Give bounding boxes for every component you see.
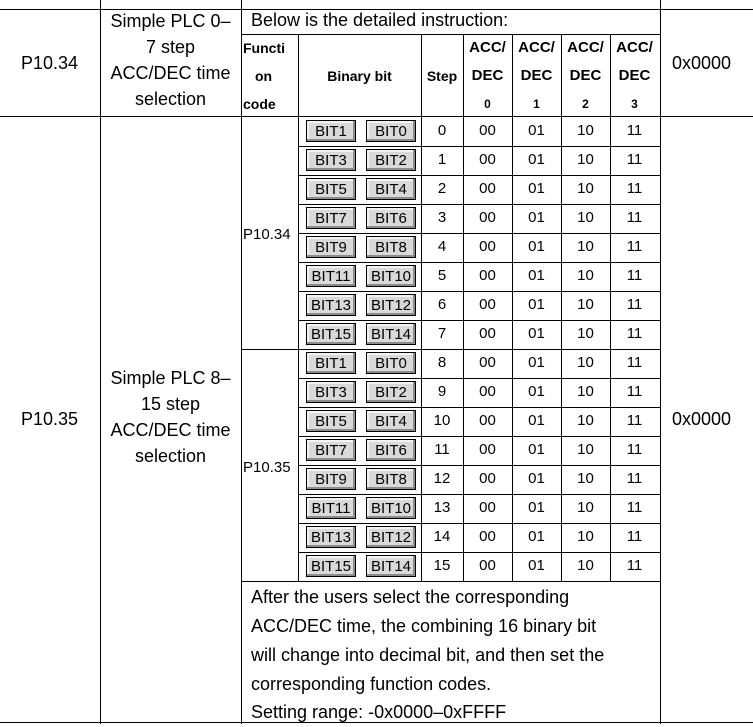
- step-cell: 15: [433, 557, 451, 574]
- acc-dec-3-cell: 11: [626, 267, 643, 284]
- acc-dec-3-cell: 11: [626, 470, 643, 487]
- bit-cell-high: BIT3: [306, 381, 356, 403]
- step-cell: 1: [437, 151, 447, 168]
- bit-cell-high: BIT15: [306, 323, 356, 345]
- acc-dec-2-cell: 10: [577, 209, 594, 226]
- acc-dec-1-cell: 01: [528, 441, 545, 458]
- acc-dec-2-cell: 10: [577, 180, 594, 197]
- step-cell: 13: [433, 499, 451, 516]
- header-acc-dec-2: ACC/ DEC 2: [567, 39, 604, 111]
- bit-cell-low: BIT10: [366, 497, 416, 519]
- bit-cell-high: BIT9: [306, 468, 356, 490]
- acc-dec-0-cell: 00: [479, 180, 496, 197]
- default-value-p1035: 0x0000: [672, 409, 732, 429]
- acc-dec-2-cell: 10: [577, 238, 594, 255]
- param-name-p1034: Simple PLC 0– 7 step ACC/DEC time selection: [110, 11, 231, 109]
- acc-dec-3-cell: 11: [626, 151, 643, 168]
- bit-cell-high: BIT15: [306, 555, 356, 577]
- acc-dec-3-cell: 11: [626, 441, 643, 458]
- bit-cell-low: BIT12: [366, 294, 416, 316]
- bit-cell-high: BIT11: [306, 497, 356, 519]
- bit-cell-high: BIT7: [306, 207, 356, 229]
- param-code-p1034: P10.34: [21, 53, 79, 73]
- acc-dec-2-cell: 10: [577, 412, 594, 429]
- step-cell: 8: [437, 354, 447, 371]
- bit-cell-high: BIT1: [306, 120, 356, 142]
- bit-cell-low: BIT6: [366, 439, 416, 461]
- group-function-code-p1034: P10.34: [243, 226, 291, 243]
- acc-dec-3-cell: 11: [626, 354, 643, 371]
- acc-dec-0-cell: 00: [479, 238, 496, 255]
- acc-dec-2-cell: 10: [577, 557, 594, 574]
- step-cell: 5: [437, 267, 447, 284]
- description-line: corresponding function codes.: [251, 674, 492, 694]
- acc-dec-1-cell: 01: [528, 122, 545, 139]
- acc-dec-3-cell: 11: [626, 412, 643, 429]
- bit-cell-low: BIT0: [366, 352, 416, 374]
- acc-dec-3-cell: 11: [626, 296, 643, 313]
- header-acc-dec-0: ACC/ DEC 0: [469, 39, 506, 111]
- acc-dec-2-cell: 10: [577, 122, 594, 139]
- acc-dec-0-cell: 00: [479, 296, 496, 313]
- bit-cell-high: BIT13: [306, 294, 356, 316]
- bit-cell-low: BIT14: [366, 323, 416, 345]
- acc-dec-3-cell: 11: [626, 238, 643, 255]
- acc-dec-3-cell: 11: [626, 325, 643, 342]
- acc-dec-2-cell: 10: [577, 470, 594, 487]
- bit-cell-low: BIT8: [366, 236, 416, 258]
- bit-cell-low: BIT12: [366, 526, 416, 548]
- acc-dec-0-cell: 00: [479, 528, 496, 545]
- inner-col-fc: [298, 34, 299, 581]
- acc-dec-1-cell: 01: [528, 383, 545, 400]
- bit-cell-low: BIT14: [366, 555, 416, 577]
- acc-dec-0-cell: 00: [479, 557, 496, 574]
- acc-dec-0-cell: 00: [479, 383, 496, 400]
- param-code-p1035: P10.35: [21, 409, 79, 429]
- bit-cell-high: BIT5: [306, 178, 356, 200]
- inner-table-bottom: [241, 581, 660, 582]
- acc-dec-1-cell: 01: [528, 267, 545, 284]
- bit-cell-low: BIT0: [366, 120, 416, 142]
- acc-dec-1-cell: 01: [528, 557, 545, 574]
- bit-cell-low: BIT2: [366, 381, 416, 403]
- acc-dec-0-cell: 00: [479, 441, 496, 458]
- setting-range: Setting range: -0x0000–0xFFFF: [251, 702, 507, 722]
- acc-dec-0-cell: 00: [479, 412, 496, 429]
- bit-cell-high: BIT7: [306, 439, 356, 461]
- acc-dec-1-cell: 01: [528, 528, 545, 545]
- acc-dec-2-cell: 10: [577, 383, 594, 400]
- step-cell: 12: [433, 470, 451, 487]
- header-binary-bit: Binary bit: [327, 68, 392, 84]
- acc-dec-0-cell: 00: [479, 267, 496, 284]
- step-cell: 6: [437, 296, 447, 313]
- step-cell: 3: [437, 209, 447, 226]
- acc-dec-2-cell: 10: [577, 151, 594, 168]
- acc-dec-2-cell: 10: [577, 354, 594, 371]
- step-cell: 7: [437, 325, 447, 342]
- acc-dec-3-cell: 11: [626, 383, 643, 400]
- acc-dec-1-cell: 01: [528, 325, 545, 342]
- acc-dec-1-cell: 01: [528, 412, 545, 429]
- acc-dec-1-cell: 01: [528, 151, 545, 168]
- acc-dec-3-cell: 11: [626, 209, 643, 226]
- step-cell: 2: [437, 180, 447, 197]
- step-cell: 9: [437, 383, 447, 400]
- col-divider-2: [241, 0, 242, 724]
- bit-cell-low: BIT10: [366, 265, 416, 287]
- group-function-code-p1035: P10.35: [243, 459, 291, 476]
- bit-cell-high: BIT5: [306, 410, 356, 432]
- acc-dec-2-cell: 10: [577, 499, 594, 516]
- acc-dec-3-cell: 11: [626, 528, 643, 545]
- acc-dec-2-cell: 10: [577, 296, 594, 313]
- acc-dec-1-cell: 01: [528, 180, 545, 197]
- param-name-p1035: Simple PLC 8– 15 step ACC/DEC time selection: [110, 368, 231, 466]
- acc-dec-2-cell: 10: [577, 267, 594, 284]
- acc-dec-0-cell: 00: [479, 470, 496, 487]
- bit-cell-high: BIT3: [306, 149, 356, 171]
- header-step: Step: [426, 68, 458, 84]
- bit-cell-low: BIT8: [366, 468, 416, 490]
- description-line: ACC/DEC time, the combining 16 binary bit: [251, 616, 597, 636]
- header-acc-dec-3: ACC/ DEC 3: [616, 39, 653, 111]
- acc-dec-0-cell: 00: [479, 151, 496, 168]
- header-function-code: Functi on code: [243, 40, 285, 112]
- acc-dec-3-cell: 11: [626, 122, 643, 139]
- acc-dec-1-cell: 01: [528, 296, 545, 313]
- acc-dec-1-cell: 01: [528, 354, 545, 371]
- instruction-header: Below is the detailed instruction:: [251, 10, 509, 30]
- acc-dec-1-cell: 01: [528, 470, 545, 487]
- acc-dec-0-cell: 00: [479, 209, 496, 226]
- header-acc-dec-1: ACC/ DEC 1: [518, 39, 555, 111]
- step-cell: 14: [433, 528, 451, 545]
- bit-cell-high: BIT9: [306, 236, 356, 258]
- acc-dec-1-cell: 01: [528, 499, 545, 516]
- step-cell: 0: [437, 122, 447, 139]
- acc-dec-1-cell: 01: [528, 238, 545, 255]
- step-cell: 4: [437, 238, 447, 255]
- acc-dec-3-cell: 11: [626, 557, 643, 574]
- bit-cell-high: BIT13: [306, 526, 356, 548]
- acc-dec-0-cell: 00: [479, 354, 496, 371]
- acc-dec-3-cell: 11: [626, 180, 643, 197]
- acc-dec-0-cell: 00: [479, 122, 496, 139]
- acc-dec-2-cell: 10: [577, 441, 594, 458]
- step-cell: 10: [433, 412, 451, 429]
- step-cell: 11: [434, 441, 450, 458]
- bit-cell-high: BIT1: [306, 352, 356, 374]
- acc-dec-2-cell: 10: [577, 528, 594, 545]
- acc-dec-0-cell: 00: [479, 325, 496, 342]
- bit-cell-low: BIT4: [366, 178, 416, 200]
- acc-dec-3-cell: 11: [626, 499, 643, 516]
- description-line: After the users select the corresponding: [251, 587, 570, 607]
- bit-cell-high: BIT11: [306, 265, 356, 287]
- description-line: will change into decimal bit, and then set the: [251, 645, 605, 665]
- bit-cell-low: BIT6: [366, 207, 416, 229]
- bit-cell-low: BIT4: [366, 410, 416, 432]
- acc-dec-0-cell: 00: [479, 499, 496, 516]
- acc-dec-1-cell: 01: [528, 209, 545, 226]
- acc-dec-2-cell: 10: [577, 325, 594, 342]
- default-value-p1034: 0x0000: [672, 53, 732, 73]
- bit-cell-low: BIT2: [366, 149, 416, 171]
- col-divider-3: [660, 0, 661, 724]
